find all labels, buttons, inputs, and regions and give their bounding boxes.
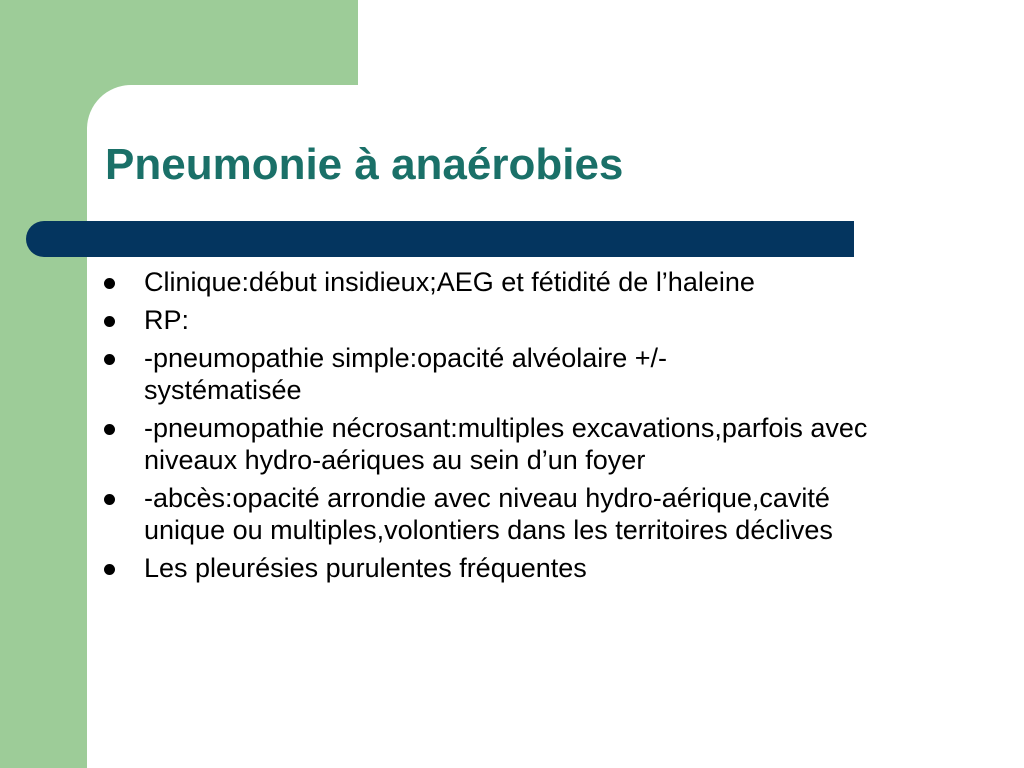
bullet-text: Les pleurésies purulentes fréquentes <box>144 553 587 583</box>
bullet-list <box>104 266 944 590</box>
bullet-dot-icon <box>104 564 115 575</box>
slide-title: Pneumonie à anaérobies <box>105 140 624 189</box>
bullet-item <box>104 412 944 476</box>
bullet-dot-icon <box>104 354 115 365</box>
bullet-item <box>104 342 944 406</box>
bullet-text: Clinique:début insidieux;AEG et fétidité de l’haleine <box>144 267 755 297</box>
bullet-text: -abcès:opacité arrondie avec niveau hydro-aérique,cavité unique ou multiples,volontiers dans les territoires déclives <box>144 483 833 545</box>
bullet-text: RP: <box>144 305 190 335</box>
bullet-item <box>104 304 944 336</box>
bullet-item <box>104 482 944 546</box>
bullet-dot-icon <box>104 494 115 505</box>
bullet-dot-icon <box>104 278 115 289</box>
bullet-item <box>104 552 944 584</box>
bullet-text: -pneumopathie simple:opacité alvéolaire +/-systématisée <box>144 343 668 405</box>
bullet-dot-icon <box>104 424 115 435</box>
bullet-text: -pneumopathie nécrosant:multiples excavations,parfois avec niveaux hydro-aériques au sein d’un foyer <box>144 413 868 475</box>
title-underline-bar <box>26 221 854 257</box>
bullet-item <box>104 266 944 298</box>
bullet-dot-icon <box>104 316 115 327</box>
